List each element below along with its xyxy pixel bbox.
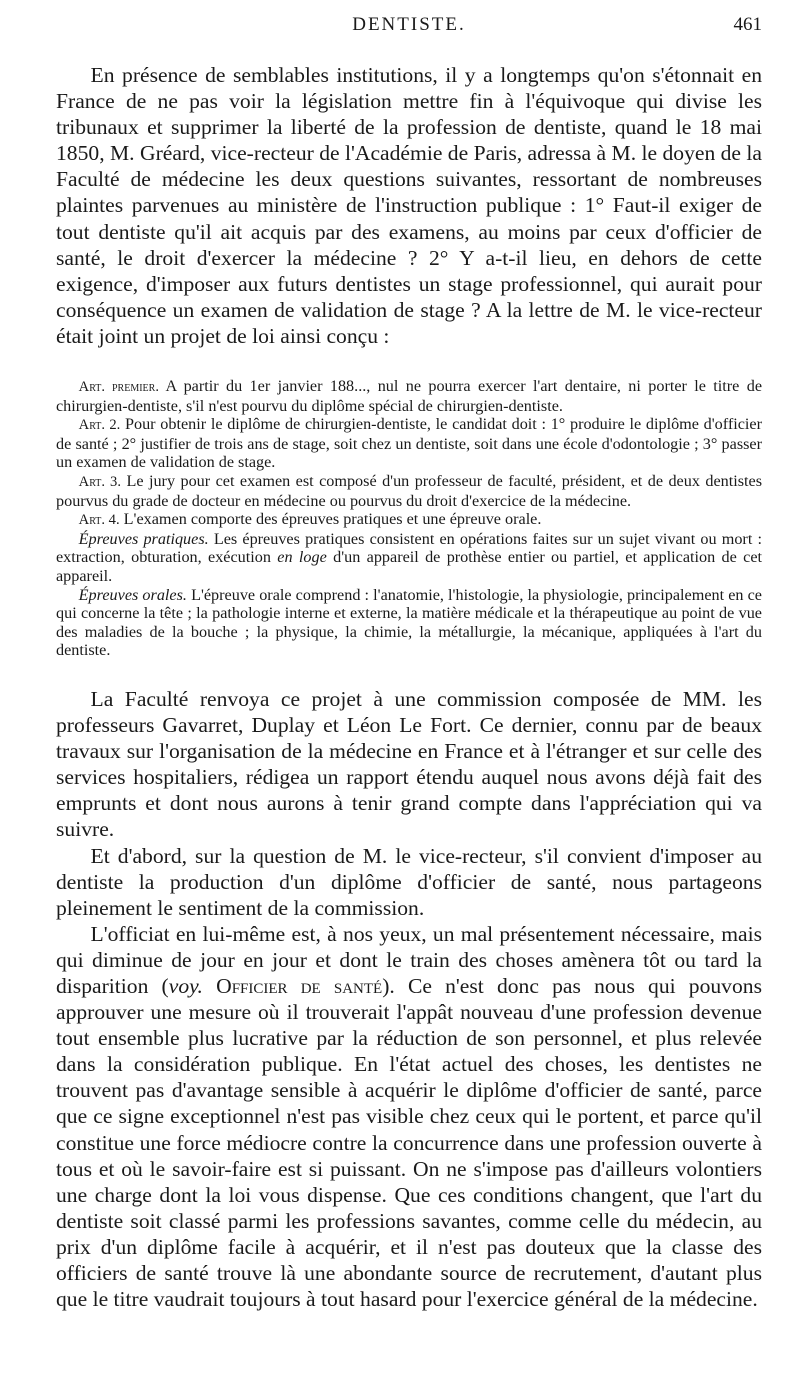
bill-oral-tests (56, 586, 762, 660)
running-header (56, 0, 762, 40)
bill-practical-tests (56, 530, 762, 586)
bill-article-3 (56, 472, 762, 510)
article-label: Art. 2. (78, 417, 121, 434)
article-label: Art. premier. (78, 379, 159, 396)
article-text: A partir du 1er janvier 188..., nul ne pourra exercer l'art dentaire, ni porter le titre de chirurgien-dentiste, s'il n'est pourvu du diplôme spécial de chirurgien-dentiste. (56, 377, 763, 415)
paragraph-officiat (56, 921, 762, 1312)
article-text: Le jury pour cet examen est composé d'un professeur de faculté, président, et de deux dentistes pourvus du grade de docteur en médecine ou pourvus du droit d'exercice de la médecine. (56, 472, 763, 510)
article-text: Pour obtenir le diplôme de chirurgien-dentiste, le candidat doit : 1° produire le diplôme d'officier de santé ; 2° justifier de trois ans de stage, soit chez un dentiste, soit dans une école d'odontologie ; 3° passer un examen de validation de stage. (56, 415, 763, 472)
bill-article-2 (56, 415, 762, 472)
practical-text-end: d'un appareil de prothèse entier ou partiel, et application de cet appareil. (56, 548, 763, 585)
article-label: Art. 3. (78, 474, 121, 490)
article-text: L'examen comporte des épreuves pratiques et une épreuve orale. (123, 510, 542, 529)
bill-article-4 (56, 510, 762, 530)
page-body (56, 62, 762, 1312)
practical-text: Les épreuves pratiques consistent en opérations faites sur un sujet vivant ou mort : extraction, obturation, exécution (56, 529, 762, 567)
voy-abbrev: voy. (168, 973, 203, 998)
article-label: Art. 4. (78, 512, 120, 529)
running-title: DENTISTE. (352, 14, 466, 35)
practical-label: Épreuves pratiques. (78, 529, 209, 548)
draft-bill (56, 377, 762, 660)
officiat-text-end: ). Ce n'est donc pas nous qui pouvons approuver une mesure où il trouverait l'appât nouveau d'une profession devenue tout ensemble plus lucrative par la réduction de son personnel, et plus relevée dans la considération publique. En l'état actuel des choses, les dentistes ne trouvent pas d'avantage sensible à acquérir le diplôme d'officier de santé, parce que ce signe exceptionnel n'est pas visible chez ceux qui le portent, et parce qu'il constitue une force médiocre contre la concurrence dans une profession ouverte à tous et où le savoir-faire est si puissant. On ne s'impose pas d'ailleurs volontiers une charge dont la loi vous dispense. Que ces conditions changent, que l'art du dentiste soit classé parmi les professions savantes, comme celle du médecin, au prix d'un diplôme facile à acquérir, et il n'est pas douteux que la classe des officiers de santé trouve là une abondante source de recrutement, d'autant plus que le titre vaudrait toujours à tout hasard pour l'exercice général de la médecine. (56, 973, 762, 1312)
oral-label: Épreuves orales. (78, 585, 187, 604)
paragraph-first-question: Et d'abord, sur la question de M. le vice-recteur, s'il convient d'imposer au dentiste la production d'un diplôme d'officier de santé, nous partageons pleinement le sentiment de la commission. (56, 843, 762, 920)
cross-reference: Officier de santé (216, 973, 383, 998)
paragraph-commission: La Faculté renvoya ce projet à une commission composée de MM. les professeurs Gavarret, Duplay et Léon Le Fort. Ce dernier, connu par de beaux travaux sur l'organisation de la médecine en France et à l'étranger et sur celle des services hospitaliers, rédigea un rapport étendu auquel nous avons déjà fait des emprunts et dont nous aurons à tenir grand compte dans l'appréciation qui va suivre. (56, 686, 762, 842)
oral-text: L'épreuve orale comprend : l'anatomie, l'histologie, la physiologie, principalement en ce qui concerne la tête ; la pathologie interne et externe, la matière médicale et la thérapeutique au point de vue des maladies de la bouche ; la physique, la chimie, la métallurgie, la mécanique, appliquées à l'art du dentiste. (56, 585, 762, 660)
page-number: 461 (733, 14, 762, 35)
intro-paragraph: En présence de semblables institutions, il y a longtemps qu'on s'étonnait en France de ne pas voir la législation mettre fin à l'équivoque qui divise les tribunaux et supprimer la liberté de la profession de dentiste, quand le 18 mai 1850, M. Gréard, vice-recteur de l'Académie de Paris, adressa à M. le doyen de la Faculté de médecine les deux questions suivantes, ressortant de nombreuses plaintes parvenues au ministère de l'instruction publique : 1° Faut-il exiger de tout dentiste qu'il ait acquis par des examens, au moins par ceux d'officier de santé, le droit d'exercer la médecine ? 2° Y a-t-il lieu, en dehors de cette exigence, d'imposer aux futurs dentistes un stage professionnel, qui aurait pour conséquence un examen de validation de stage ? A la lettre de M. le vice-recteur était joint un projet de loi ainsi conçu : (56, 63, 763, 348)
practical-emphasis: en loge (277, 548, 327, 567)
officiat-text: L'officiat en lui-même est, à nos yeux, un mal présentement nécessaire, mais qui diminue de jour en jour et dont le train des choses amènera tôt ou tard la disparition ( (56, 921, 762, 998)
bill-article-1 (56, 377, 762, 415)
